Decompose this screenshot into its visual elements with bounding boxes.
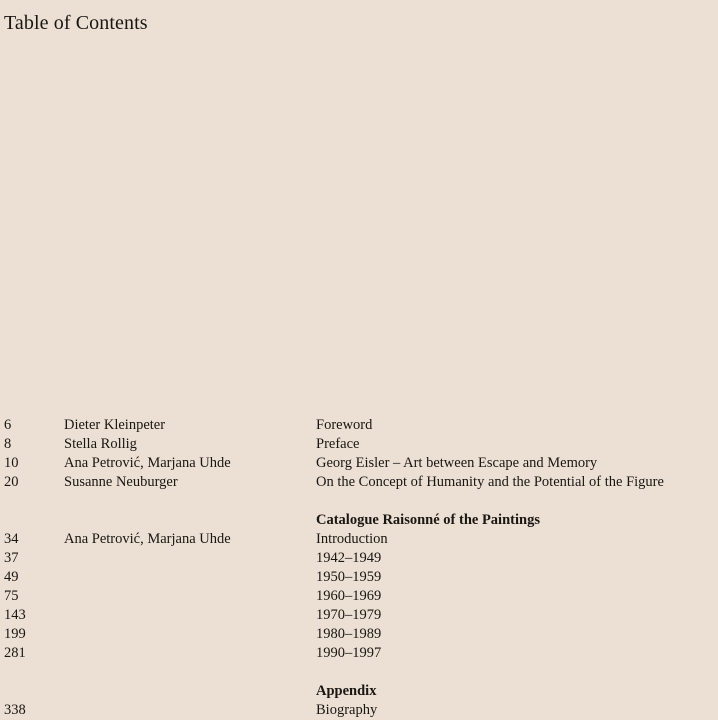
- toc-page-number: 143: [4, 607, 26, 623]
- toc-page-number: 281: [4, 645, 26, 661]
- toc-page-number: 338: [4, 702, 26, 718]
- toc-row[interactable]: [0, 416, 718, 435]
- toc-entry-title: Foreword: [316, 417, 373, 433]
- toc-page-number: 75: [4, 588, 19, 604]
- toc-section-heading[interactable]: [0, 682, 718, 701]
- toc-row[interactable]: [0, 606, 718, 625]
- toc-entry-title: Preface: [316, 436, 360, 452]
- toc-row[interactable]: [0, 568, 718, 587]
- toc-row[interactable]: [0, 587, 718, 606]
- toc-entry-title: 1950–1959: [316, 569, 382, 585]
- toc-spacer: [0, 663, 718, 682]
- toc-entry-title: Georg Eisler – Art between Escape and Memory: [316, 455, 598, 471]
- toc-section-heading[interactable]: [0, 511, 718, 530]
- toc-list: [0, 416, 718, 720]
- toc-page-number: 37: [4, 550, 19, 566]
- toc-row[interactable]: [0, 454, 718, 473]
- toc-row[interactable]: [0, 644, 718, 663]
- toc-page-number: 34: [4, 531, 19, 547]
- toc-entry-title: Introduction: [316, 531, 388, 547]
- toc-page-number: 6: [4, 417, 12, 433]
- toc-entry-title: 1960–1969: [316, 588, 382, 604]
- toc-contributor: Ana Petrović, Marjana Uhde: [64, 531, 231, 547]
- toc-entry-title: 1970–1979: [316, 607, 382, 623]
- toc-entry-title: 1942–1949: [316, 550, 382, 566]
- toc-contributor: Susanne Neuburger: [64, 474, 178, 490]
- toc-contributor: Ana Petrović, Marjana Uhde: [64, 455, 231, 471]
- toc-spacer: [0, 492, 718, 511]
- toc-entry-title: Biography: [316, 702, 378, 718]
- toc-section-title: Catalogue Raisonné of the Paintings: [316, 512, 540, 528]
- toc-page-number: 10: [4, 455, 19, 471]
- toc-section-title: Appendix: [316, 683, 377, 699]
- toc-entry-title: 1980–1989: [316, 626, 382, 642]
- toc-contributor: Stella Rollig: [64, 436, 137, 452]
- toc-row[interactable]: [0, 549, 718, 568]
- toc-entry-title: On the Concept of Humanity and the Potential of the Figure: [316, 474, 664, 490]
- toc-row[interactable]: [0, 435, 718, 454]
- toc-row[interactable]: [0, 701, 718, 720]
- toc-row[interactable]: [0, 473, 718, 492]
- page-title: Table of Contents: [4, 12, 148, 35]
- toc-contributor: Dieter Kleinpeter: [64, 417, 166, 433]
- toc-row[interactable]: [0, 625, 718, 644]
- toc-page-number: 20: [4, 474, 19, 490]
- toc-page-number: 199: [4, 626, 26, 642]
- toc-page-number: 8: [4, 436, 12, 452]
- toc-page-number: 49: [4, 569, 19, 585]
- toc-row[interactable]: [0, 530, 718, 549]
- toc-entry-title: 1990–1997: [316, 645, 382, 661]
